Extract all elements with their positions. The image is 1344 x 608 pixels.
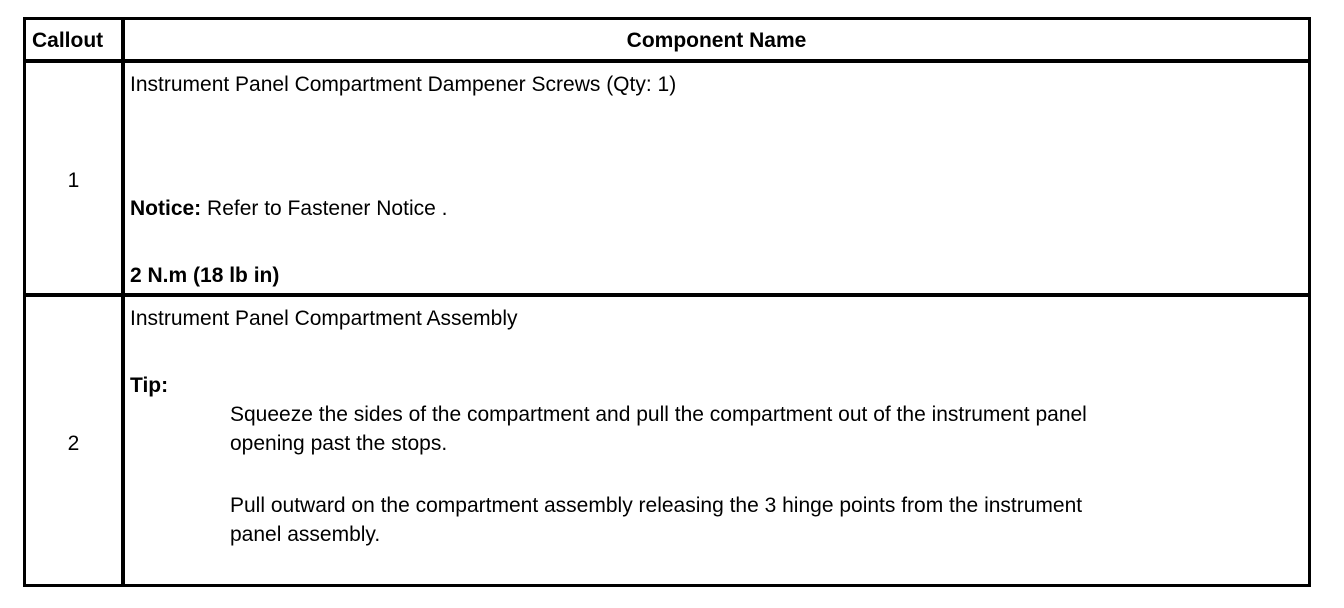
component-table: [23, 17, 1311, 587]
row-1-notice: [130, 194, 447, 224]
row-2-callout: 2: [67, 432, 80, 455]
column-divider: [121, 20, 125, 584]
row-1-callout: 1: [67, 169, 80, 192]
header-component-name: Component Name: [626, 29, 807, 52]
row-1-torque: 2 N.m (18 lb in): [130, 264, 280, 287]
row-divider: [26, 293, 1308, 297]
tip-1-line-2: opening past the stops.: [230, 432, 448, 455]
header-divider: [26, 59, 1308, 63]
row-1-title: Instrument Panel Compartment Dampener Screws (Qty: 1): [130, 73, 677, 96]
tip-1-line-1: Squeeze the sides of the compartment and pull the compartment out of the instrument panel: [230, 403, 1087, 426]
tip-2-line-1: Pull outward on the compartment assembly releasing the 3 hinge points from the instrument: [230, 494, 1083, 517]
row-2-title: Instrument Panel Compartment Assembly: [130, 307, 518, 330]
tip-label: Tip:: [130, 374, 169, 397]
tip-2-line-2: panel assembly.: [230, 523, 381, 546]
notice-text: Refer to Fastener Notice .: [201, 197, 448, 220]
header-callout: Callout: [32, 29, 104, 52]
notice-label: Notice:: [130, 197, 202, 220]
